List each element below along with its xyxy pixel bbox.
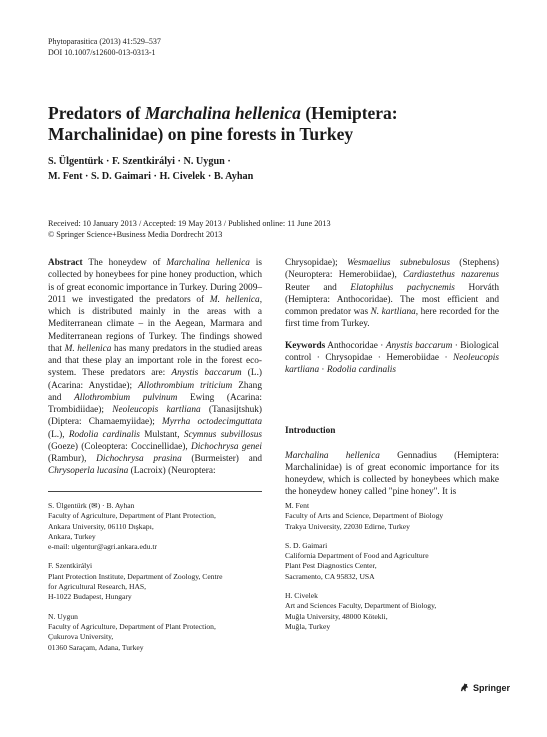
affiliations-left xyxy=(48,501,278,662)
springer-horse-icon xyxy=(459,682,470,693)
publication-dates xyxy=(48,219,331,240)
affiliation-block: H. Civelek Art and Sciences Faculty, Department of Biology, Muğla University, 48000 Kötekli, Muğla, Turkey xyxy=(285,591,437,631)
journal-doi: DOI 10.1007/s12600-013-0313-1 xyxy=(48,48,156,57)
journal-citation: Phytoparasitica (2013) 41:529–537 xyxy=(48,37,161,46)
affiliation-block: S. Ülgentürk (✉) · B. Ayhan Faculty of Agriculture, Department of Plant Protection, Ankara University, 06110 Dışkapı, Ankara, Turkey e-mail: ulgentur@agri.ankara.edu.tr xyxy=(48,501,216,552)
received-accepted-dates: Received: 10 January 2013 / Accepted: 19 May 2013 / Published online: 11 June 2013 xyxy=(48,219,331,228)
copyright-notice: © Springer Science+Business Media Dordrecht 2013 xyxy=(48,229,223,239)
right-column xyxy=(285,257,499,499)
introduction-paragraph: Marchalina hellenica Gennadius (Hemiptera: Marchalinidae) is of great economic importance for its honeydew, which is collected by honeybees which make the honeydew honey called "pine honey". It is xyxy=(285,450,499,498)
footnote-divider xyxy=(48,491,262,492)
paper-title: Predators of Marchalina hellenica (Hemiptera: Marchalinidae) on pine forests in Turkey xyxy=(48,103,398,144)
affiliation-block: M. Fent Faculty of Arts and Science, Department of Biology Trakya University, 22030 Edirne, Turkey xyxy=(285,501,444,531)
affiliation-block: S. D. Gaimari California Department of Food and Agriculture Plant Pest Diagnostics Center, Sacramento, CA 95832, USA xyxy=(285,540,429,581)
author-list xyxy=(48,154,508,184)
author-email[interactable]: e-mail: ulgentur@agri.ankara.edu.tr xyxy=(48,542,158,552)
authors-line-2: M. Fent · S. D. Gaimari · H. Civelek · B. Ayhan xyxy=(48,171,254,182)
journal-header xyxy=(48,36,161,58)
abstract-continuation: Chrysopidae); Wesmaelius subnebulosus (Stephens) (Neuroptera: Hemerobiidae), Cardiastethus nazarenus Reuter and Elatophilus pachycnemis Horváth (Hemiptera: Anthocoridae). The most efficient and common predator was N. kartliana, here recorded for the first time from Turkey. xyxy=(285,258,500,330)
affiliation-block: N. Uygun Faculty of Agriculture, Department of Plant Protection, Çukurova University, 01360 Saraçam, Adana, Turkey xyxy=(48,611,216,652)
springer-logo xyxy=(459,682,510,693)
publisher-name: Springer xyxy=(473,682,511,693)
affiliations-right xyxy=(285,501,515,641)
introduction-heading: Introduction xyxy=(285,426,336,437)
abstract-paragraph: Abstract The honeydew of Marchalina hellenica is collected by honeybees for pine honey production, which is of great economic importance in Turkey. During 2009–2011 we investigated the predators of M. hellenica, which is distributed mainly in the areas with a Mediterranean climate – in the Aegean, Marmara and Mediterranean regions of Turkey. The findings showed that M. hellenica has many predators in the studied areas and that these play an important role in the forest eco-system. These predators are: Anystis baccarum (L.) (Acarina: Anystidae); Allothrombium triticium Zhang and Allothrombium pulvinum Ewing (Acarina: Trombidiidae); Neoleucopis kartliana (Tanasijtshuk) (Diptera: Chamaemyiidae); Myrrha octodecimguttata (L.), Rodolia cardinalis Mulstant, Scymnus subvillosus (Goeze) (Coleoptera: Coccinellidae), Dichochrysa genei (Rambur), Dichochrysa prasina (Burmeister) and Chrysoperla lucasina (Lacroix) (Neuroptera: xyxy=(48,258,263,477)
keywords: Keywords Anthocoridae · Anystis baccarum · Biological control · Chrysopidae · Hemerobiidae · Neoleucopis kartliana · Rodolia cardinalis xyxy=(285,340,500,375)
authors-line-1: S. Ülgentürk · F. Szentkirályi · N. Uygun · xyxy=(48,156,231,167)
abstract-column xyxy=(48,257,262,478)
affiliation-block: F. Szentkirályi Plant Protection Institute, Department of Zoology, Centre for Agricultural Research, HAS, H-1022 Budapest, Hungary xyxy=(48,561,223,602)
